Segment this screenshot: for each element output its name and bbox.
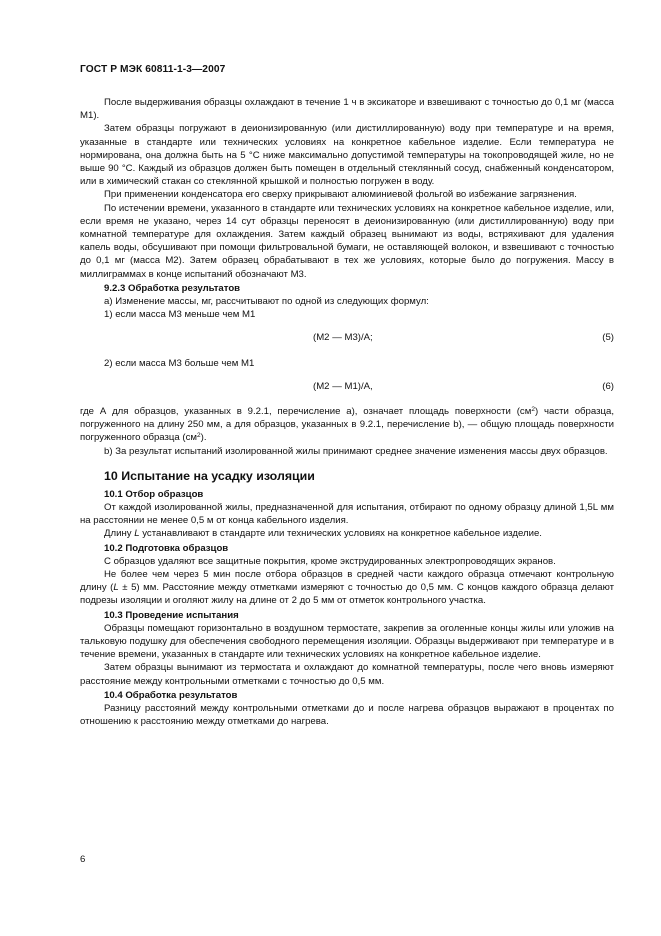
subsection-10-1-heading: 10.1 Отбор образцов: [104, 488, 204, 500]
paragraph-case-1: 1) если масса М3 меньше чем М1: [104, 309, 256, 321]
paragraph-length-l: Длину L устанавливают в стандарте или технических условиях на конкретное кабельное изделие.: [104, 528, 542, 540]
paragraph-immersion: Затем образцы погружают в деионизированную (или дистиллированную) воду при температуре и на время, указанные в стандарте или технических условиях на конкретное кабельное изделие. Если температура не нормирована, она должна быть на 5 °С ниже максимально допустимой температуры на токопроводящей жиле, но не выше 90 °С. Каждый из образцов должен быть помещен в отдельный стеклянный сосуд, снабженный конденсатором, или в химический стакан со стеклянной крышкой и полностью погружен в воду.: [80, 123, 614, 188]
paragraph-thermostat: Образцы помещают горизонтально в воздушном термостате, закрепив за оголенные концы жилы или уложив на тальковую подушку для обеспечения свободного перемещения изоляции. Образцы выдерживают при температуре и в течение времени, указанных в стандарте или технических условиях на конкретное кабельное изделие.: [80, 622, 614, 661]
paragraph-mass-change: а) Изменение массы, мг, рассчитывают по одной из следующих формул:: [104, 296, 429, 308]
paragraph-transfer: По истечении времени, указанного в стандарте или технических условиях на конкретное кабельное изделие, или, если время не указано, через 14 сут образцы переносят в деионизированную (или дистиллированную) воду при комнатной температуре для охлаждения. Затем каждый образец вынимают из воды, встряхивают для удаления капель воды, обсушивают при помощи фильтровальной бумаги, не оставляющей волокон, и взвешивают с точностью до 0,1 мг (масса М2). Затем образец обрабатывают в тех же условиях, которые было до погружения. Массу в миллиграммах в конце испытаний обозначают М3.: [80, 202, 614, 280]
formula-5: [80, 331, 614, 344]
document-body: [80, 96, 614, 729]
page-number: 6: [80, 854, 86, 865]
subsection-9-2-3-heading: 9.2.3 Обработка результатов: [104, 282, 241, 294]
formula-6-number: (6): [602, 380, 614, 392]
variable-l: L: [134, 528, 140, 540]
superscript-2: 2: [531, 406, 535, 414]
paragraph-area-definition: где А для образцов, указанных в 9.2.1, перечисление а), означает площадь поверхности $(см^2)$ части образца, погруженного на длину 250 мм, а для образцов, указанных в 9.2.1, перечисление b), — общую площадь поверхности погруженного образца $(см^2)$.: [80, 406, 614, 444]
variable-l: L: [113, 582, 119, 594]
paragraph-remeasure: Затем образцы вынимают из термостата и охлаждают до комнатной температуры, после чего вновь измеряют расстояние между контрольными отметками с точностью до 0,5 мм.: [80, 662, 614, 687]
formula-6-expression: (М2 — М1)/А,: [313, 380, 373, 392]
paragraph-percentage: Разницу расстояний между контрольными отметками до и после нагрева образцов выражают в процентах по отношению к расстоянию между отметками до нагрева.: [80, 703, 614, 728]
paragraph-result: b) За результат испытаний изолированной жилы принимают среднее значение изменения массы двух образцов.: [104, 445, 608, 457]
formula-6: [80, 380, 614, 393]
superscript-2: 2: [197, 432, 201, 440]
paragraph-sampling: От каждой изолированной жилы, предназначенной для испытания, отбирают по одному образцу длиной 1,5L мм на расстоянии не менее 0,5 м от конца кабельного изделия.: [80, 502, 614, 527]
subsection-10-2-heading: 10.2 Подготовка образцов: [104, 542, 229, 554]
paragraph-case-2: 2) если масса М3 больше чем М1: [104, 357, 255, 369]
paragraph-cooling: После выдерживания образцы охлаждают в течение 1 ч в эксикаторе и взвешивают с точностью до 0,1 мг (масса М1).: [80, 97, 614, 122]
subsection-10-3-heading: 10.3 Проведение испытания: [104, 609, 239, 621]
formula-5-expression: (М2 — М3)/А;: [313, 332, 373, 344]
formula-5-number: (5): [602, 332, 614, 344]
subsection-10-4-heading: 10.4 Обработка результатов: [104, 689, 238, 701]
document-header: ГОСТ Р МЭК 60811-1-3—2007: [80, 64, 226, 75]
paragraph-remove-coverings: С образцов удаляют все защитные покрытия, кроме экструдированных электропроводящих экранов.: [104, 555, 556, 567]
paragraph-marking: Не более чем через 5 мин после отбора образцов в средней части каждого образца отмечают контрольную длину (L ± 5) мм. Расстояние между отметками измеряют с точностью до 0,5 мм. С концов каждого образца делают подрезы изоляции и оголяют жилу на длине от 2 до 5 мм от отметок контрольного участка.: [80, 569, 614, 607]
paragraph-condenser: При применении конденсатора его сверху прикрывают алюминиевой фольгой во избежание загрязнения.: [104, 189, 577, 201]
section-10-heading: 10 Испытание на усадку изоляции: [104, 468, 315, 483]
